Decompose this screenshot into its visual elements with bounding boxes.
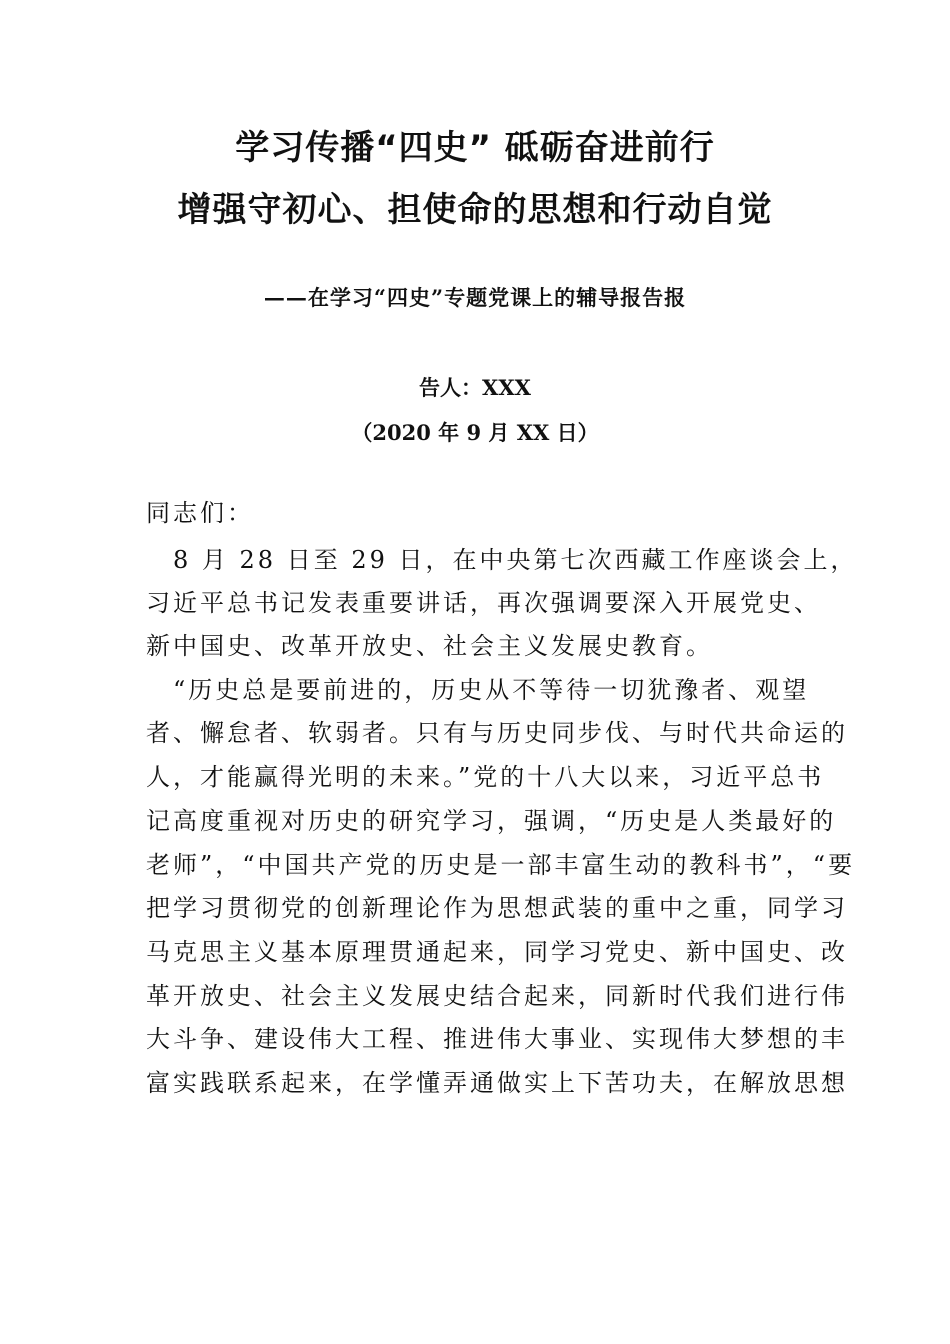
salutation: 同志们：	[146, 499, 254, 527]
body-line: 人，才能赢得光明的未来。”党的十八大以来，习近平总书	[146, 763, 825, 791]
title-line-1: 学习传播“四史” 砥砺奋进前行	[235, 128, 715, 168]
body-line: 把学习贯彻党的创新理论作为思想武装的重中之重，同学习	[146, 894, 848, 922]
body-line: 者、懈怠者、软弱者。只有与历史同步伐、与时代共命运的	[146, 719, 848, 747]
body-line: 记高度重视对历史的研究学习，强调，“历史是人类最好的	[146, 807, 837, 835]
body-line: 老师”，“中国共产党的历史是一部丰富生动的教科书”，“要	[146, 851, 856, 879]
date-line: （2020 年 9 月 XX 日）	[351, 420, 599, 445]
body-line: 8 月 28 日至 29 日，在中央第七次西藏工作座谈会上，	[146, 546, 858, 574]
body-line: “历史总是要前进的，历史从不等待一切犹豫者、观望	[146, 676, 810, 704]
title-line-2: 增强守初心、担使命的思想和行动自觉	[177, 190, 773, 230]
body-line: 大斗争、建设伟大工程、推进伟大事业、实现伟大梦想的丰	[146, 1025, 848, 1053]
body-line: 马克思主义基本原理贯通起来，同学习党史、新中国史、改	[146, 938, 848, 966]
subtitle: ——在学习“四史”专题党课上的辅导报告报	[263, 285, 687, 310]
body-line: 革开放史、社会主义发展史结合起来，同新时代我们进行伟	[146, 982, 848, 1010]
body-line: 新中国史、改革开放史、社会主义发展史教育。	[146, 632, 713, 660]
body-line: 富实践联系起来，在学懂弄通做实上下苦功夫，在解放思想	[146, 1069, 848, 1097]
reporter-line: 告人：XXX	[419, 375, 531, 400]
body-line: 习近平总书记发表重要讲话，再次强调要深入开展党史、	[146, 589, 821, 617]
